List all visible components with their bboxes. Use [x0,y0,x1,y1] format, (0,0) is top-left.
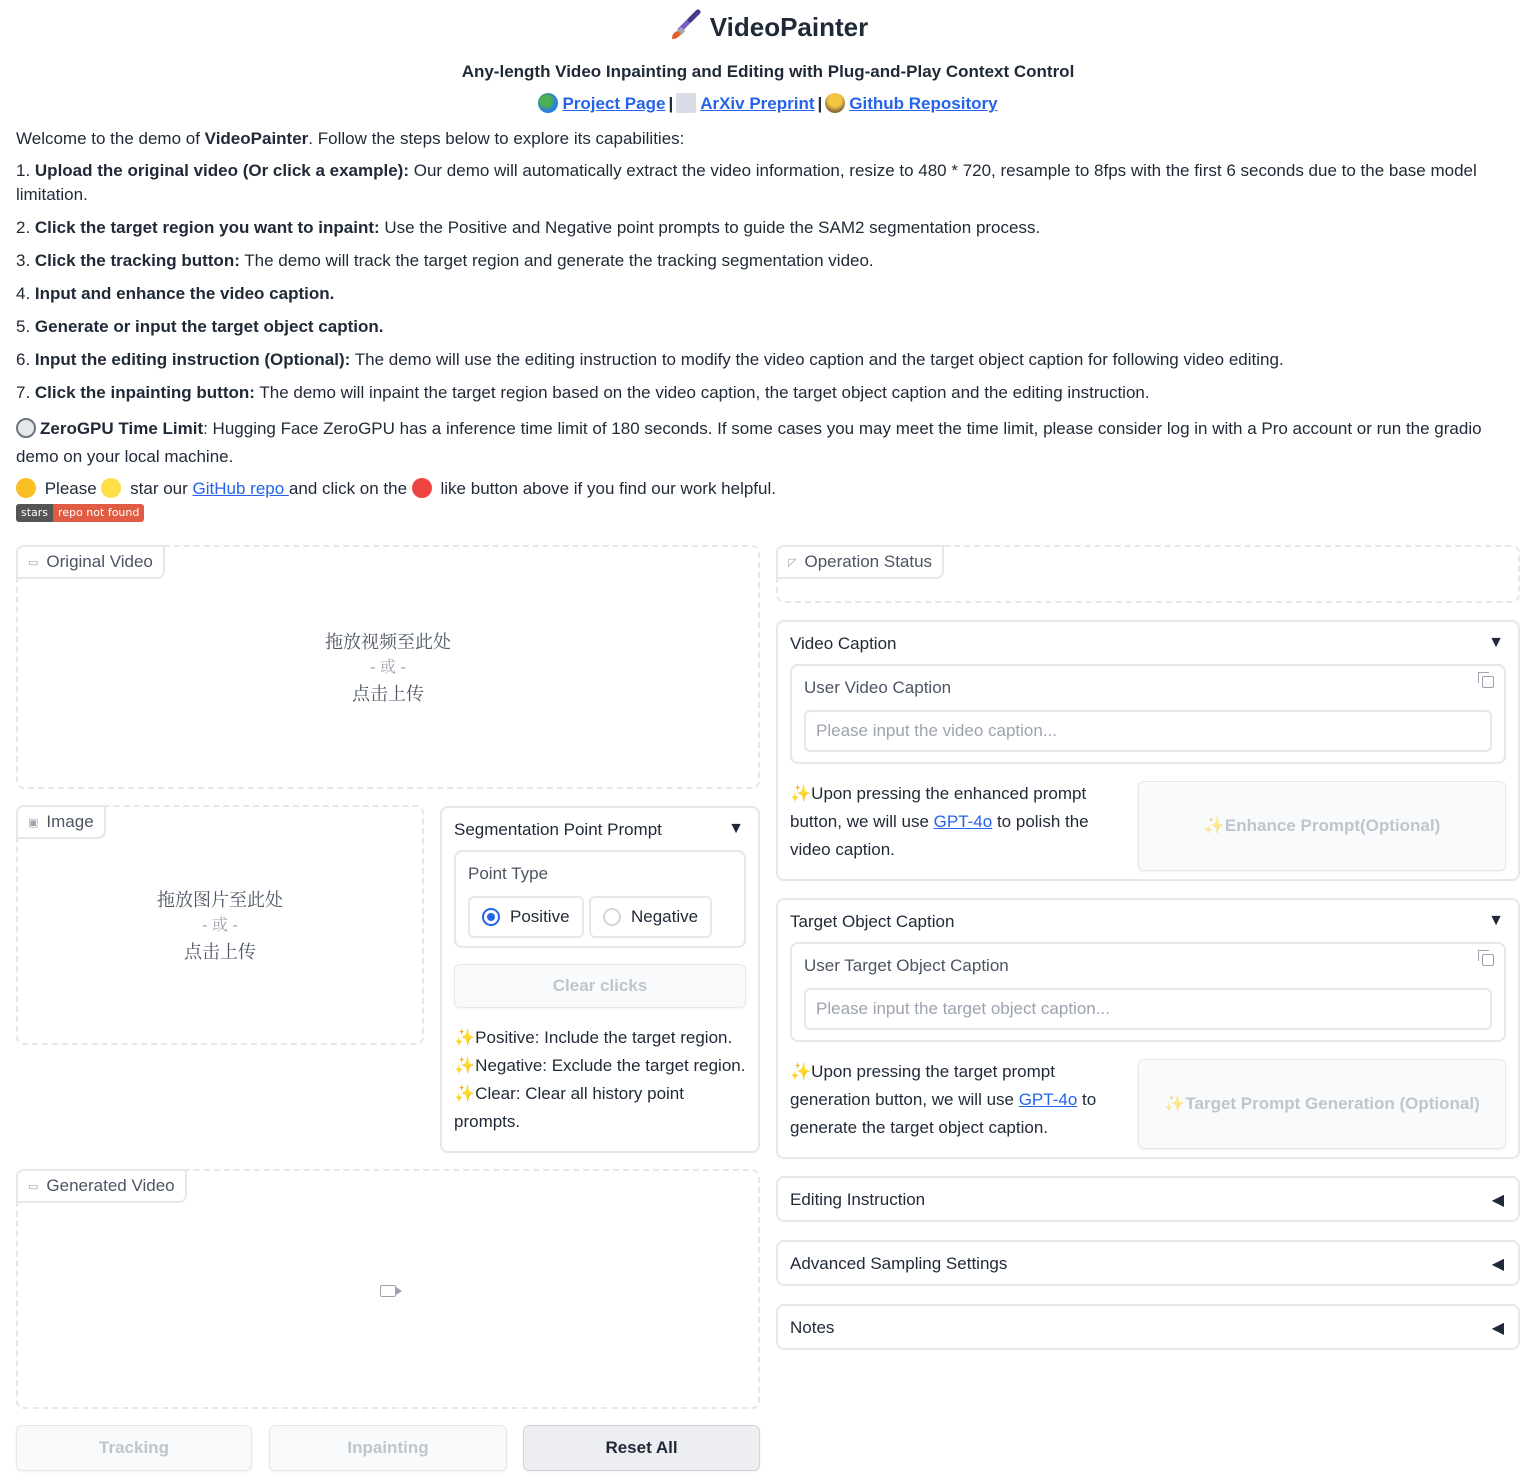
step-2: 2. Click the target region you want to inpaint: Use the Positive and Negative point prompts to guide the SAM2 segmentation process. [16,218,1041,237]
drop-image-text: 拖放图片至此处 [157,890,283,910]
video-icon: ▭ [28,556,39,569]
collapse-arrow-icon[interactable]: ▼ [1488,634,1504,651]
enhance-prompt-button[interactable]: ✨ Enhance Prompt(Optional) [1138,781,1506,871]
click-upload-text: 点击上传 [352,684,424,704]
point-type-label: Point Type [468,864,549,883]
radio-positive[interactable]: Positive [468,896,584,938]
notes-accordion[interactable] [776,1304,1520,1350]
github-link[interactable]: Github Repository [825,94,997,113]
red-heart-icon [412,478,432,498]
zerogpu-note: ZeroGPU Time Limit: Hugging Face ZeroGPU has a inference time limit of 180 seconds. If some cases you may meet the time limit, please consider log in with a Pro account or run the gradio demo on your local machine. [16,419,1482,466]
expand-arrow-icon[interactable]: ◀ [1491,1256,1504,1273]
sparkles-icon: ✨ [1203,816,1225,835]
sparkles-icon: ✨ [1164,1094,1186,1113]
user-video-caption-group [790,664,1506,764]
copy-icon[interactable] [1482,954,1494,966]
expand-arrow-icon[interactable]: ◀ [1491,1320,1504,1337]
welcome-text: Welcome to the demo of VideoPainter. Follow the steps below to explore its capabilities: [16,129,685,148]
segmentation-notes: ✨Positive: Include the target region. ✨Negative: Exclude the target region. ✨Clear: Clear all history point prompts. [454,1028,746,1131]
segmentation-accordion [440,806,760,1153]
header-links: Project Page | ArXiv Preprint | Github Repository [0,93,1536,114]
image-icon: ▣ [28,816,39,829]
advanced-sampling-accordion[interactable] [776,1240,1520,1286]
click-upload-text: 点击上传 [184,942,256,962]
subtitle: Any-length Video Inpainting and Editing with Plug-and-Play Context Control [461,62,1075,81]
editing-instruction-header: Editing Instruction [790,1190,926,1209]
target-caption-accordion-header[interactable]: Target Object Caption [790,912,955,931]
or-text: - 或 - [370,659,406,676]
sparkles-icon: ✨ [790,1062,812,1081]
or-text: - 或 - [202,917,238,934]
user-target-caption-group [790,942,1506,1042]
gpt4o-link[interactable]: GPT-4o [933,812,993,831]
radio-negative[interactable]: Negative [589,896,712,938]
target-caption-input[interactable] [804,988,1492,1030]
gpt4o-link[interactable]: GPT-4o [1018,1090,1078,1109]
expand-arrow-icon[interactable]: ◀ [1491,1192,1504,1209]
step-5: 5. Generate or input the target object caption. [16,317,384,336]
video-icon: ▭ [28,1180,39,1193]
collapse-arrow-icon[interactable]: ▼ [1488,912,1504,929]
hugging-face-icon [16,478,36,498]
step-1: 1. Upload the original video (Or click a example): Our demo will automatically extract the video information, resize to 480 * 720, resample to 8fps with the first 6 seconds due to the base model limitation. [16,161,1477,204]
radio-checked-icon [482,908,500,926]
generated-video-label: ▭ Generated Video [16,1169,187,1203]
original-video-label: ▭ Original Video [16,545,165,579]
star-note: Please star our GitHub repo and click on the like button above if you find our work helpful. [16,477,1516,501]
sparkles-icon: ✨ [790,784,812,803]
stopwatch-icon [16,418,36,438]
chart-icon: ◸ [788,556,797,569]
sparkles-icon: ✨ [454,1056,476,1075]
generated-video-block [16,1169,760,1409]
sparkles-icon: ✨ [454,1084,476,1103]
point-type-group [454,850,746,948]
drop-video-text: 拖放视频至此处 [325,632,451,652]
collapse-arrow-icon[interactable]: ▼ [728,820,744,837]
image-upload[interactable] [16,805,424,1045]
step-7: 7. Click the inpainting button: The demo will inpaint the target region based on the video caption, the target object caption and the editing instruction. [16,383,1150,402]
original-video-upload[interactable] [16,545,760,789]
video-caption-accordion [776,620,1520,881]
inpainting-button[interactable]: Inpainting [269,1425,507,1471]
glowing-star-icon [101,478,121,498]
video-camera-icon [380,1285,396,1297]
segmentation-accordion-header[interactable]: Segmentation Point Prompt [454,820,662,839]
user-video-caption-label: User Video Caption [804,678,952,697]
scroll-icon [676,93,696,113]
step-6: 6. Input the editing instruction (Optional): The demo will use the editing instruction to modify the video caption and the target object caption for following video editing. [16,350,1284,369]
advanced-sampling-header: Advanced Sampling Settings [790,1254,1008,1273]
clear-clicks-button[interactable]: Clear clicks [454,964,746,1008]
github-repo-link[interactable]: GitHub repo [192,479,289,498]
globe-icon [538,93,558,113]
project-page-link[interactable]: Project Page [538,94,665,113]
reset-all-button[interactable]: Reset All [523,1425,760,1471]
target-prompt-note: ✨Upon pressing the target prompt generation button, we will use GPT-4o to generate the target object caption. [790,1062,1097,1137]
tracking-button[interactable]: Tracking [16,1425,252,1471]
notes-header: Notes [790,1318,835,1337]
sparkles-icon: ✨ [454,1028,476,1047]
title-text: VideoPainter [709,12,869,42]
operation-status-block [776,545,1520,603]
github-stars-badge[interactable]: stars repo not found [16,504,144,522]
operation-status-label: ◸ Operation Status [776,545,944,579]
arxiv-link[interactable]: ArXiv Preprint [676,94,814,113]
app-title [0,8,1536,43]
technologist-icon [825,93,845,113]
image-label: ▣ Image [16,805,106,839]
editing-instruction-accordion[interactable] [776,1176,1520,1222]
radio-unchecked-icon [603,908,621,926]
enhance-note: ✨Upon pressing the enhanced prompt button, we will use GPT-4o to polish the video caption. [790,784,1089,859]
target-prompt-generation-button[interactable]: ✨ Target Prompt Generation (Optional) [1138,1059,1506,1149]
step-4: 4. Input and enhance the video caption. [16,284,335,303]
paintbrush-icon [668,8,702,42]
user-target-caption-label: User Target Object Caption [804,956,1009,975]
video-caption-input[interactable] [804,710,1492,752]
video-caption-accordion-header[interactable]: Video Caption [790,634,897,653]
step-3: 3. Click the tracking button: The demo will track the target region and generate the tracking segmentation video. [16,251,874,270]
copy-icon[interactable] [1482,676,1494,688]
target-caption-accordion [776,898,1520,1159]
